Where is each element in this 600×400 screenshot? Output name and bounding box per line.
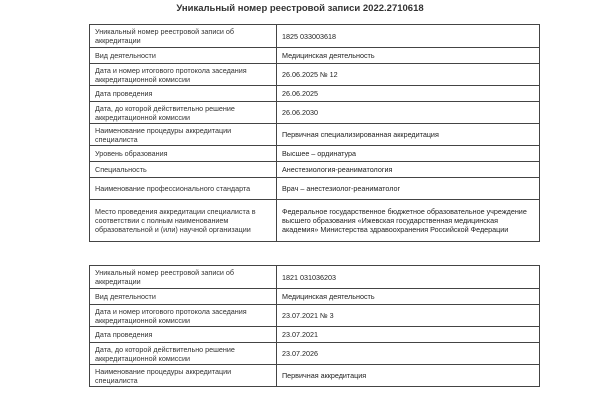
conduct-date-value: 23.07.2021 <box>277 327 540 343</box>
registry-number-value: 1821 031036203 <box>277 266 540 289</box>
protocol-date-number-value: 23.07.2021 № 3 <box>277 305 540 327</box>
conduct-date-label: Дата проведения <box>90 327 277 343</box>
table-row <box>90 365 540 387</box>
table-row <box>90 327 540 343</box>
education-level-value: Высшее – ординатура <box>277 146 540 162</box>
activity-type-value: Медицинская деятельность <box>277 289 540 305</box>
registry-number-label: Уникальный номер реестровой записи об аккредитации <box>90 266 277 289</box>
table-row <box>90 25 540 48</box>
conduct-date-label: Дата проведения <box>90 86 277 102</box>
professional-standard-value: Врач – анестезиолог-реаниматолог <box>277 178 540 200</box>
venue-value: Федеральное государственное бюджетное образовательное учреждение высшего образования «Ижевская государственная медицинская академия» Министерства здравоохранения Российской Федерации <box>277 200 540 242</box>
table-row <box>90 86 540 102</box>
table-row <box>90 146 540 162</box>
venue-label: Место проведения аккредитации специалиста в соответствии с полным наименованием образовательной и (или) научной организации <box>90 200 277 242</box>
education-level-label: Уровень образования <box>90 146 277 162</box>
accreditation-record-table-1 <box>89 24 540 242</box>
table-row <box>90 48 540 64</box>
specialty-value: Анестезиология-реаниматология <box>277 162 540 178</box>
registry-number-value: 1825 033003618 <box>277 25 540 48</box>
accreditation-record-table-2 <box>89 265 540 387</box>
activity-type-value: Медицинская деятельность <box>277 48 540 64</box>
valid-until-value: 26.06.2030 <box>277 102 540 124</box>
table-row <box>90 102 540 124</box>
table-row <box>90 343 540 365</box>
table-row <box>90 178 540 200</box>
registry-number-label: Уникальный номер реестровой записи об аккредитации <box>90 25 277 48</box>
procedure-name-value: Первичная специализированная аккредитация <box>277 124 540 146</box>
procedure-name-label: Наименование процедуры аккредитации специалиста <box>90 365 277 387</box>
document-title: Уникальный номер реестровой записи 2022.2710618 <box>176 3 424 14</box>
professional-standard-label: Наименование профессионального стандарта <box>90 178 277 200</box>
valid-until-label: Дата, до которой действительно решение аккредитационной комиссии <box>90 102 277 124</box>
table-row <box>90 289 540 305</box>
table-row <box>90 266 540 289</box>
specialty-label: Специальность <box>90 162 277 178</box>
table-row <box>90 200 540 242</box>
valid-until-value: 23.07.2026 <box>277 343 540 365</box>
activity-type-label: Вид деятельности <box>90 48 277 64</box>
valid-until-label: Дата, до которой действительно решение аккредитационной комиссии <box>90 343 277 365</box>
activity-type-label: Вид деятельности <box>90 289 277 305</box>
procedure-name-label: Наименование процедуры аккредитации специалиста <box>90 124 277 146</box>
protocol-date-number-value: 26.06.2025 № 12 <box>277 64 540 86</box>
procedure-name-value: Первичная аккредитация <box>277 365 540 387</box>
table-row <box>90 162 540 178</box>
table-row <box>90 64 540 86</box>
table-row <box>90 124 540 146</box>
protocol-date-number-label: Дата и номер итогового протокола заседания аккредитационной комиссии <box>90 64 277 86</box>
conduct-date-value: 26.06.2025 <box>277 86 540 102</box>
protocol-date-number-label: Дата и номер итогового протокола заседания аккредитационной комиссии <box>90 305 277 327</box>
table-row <box>90 305 540 327</box>
